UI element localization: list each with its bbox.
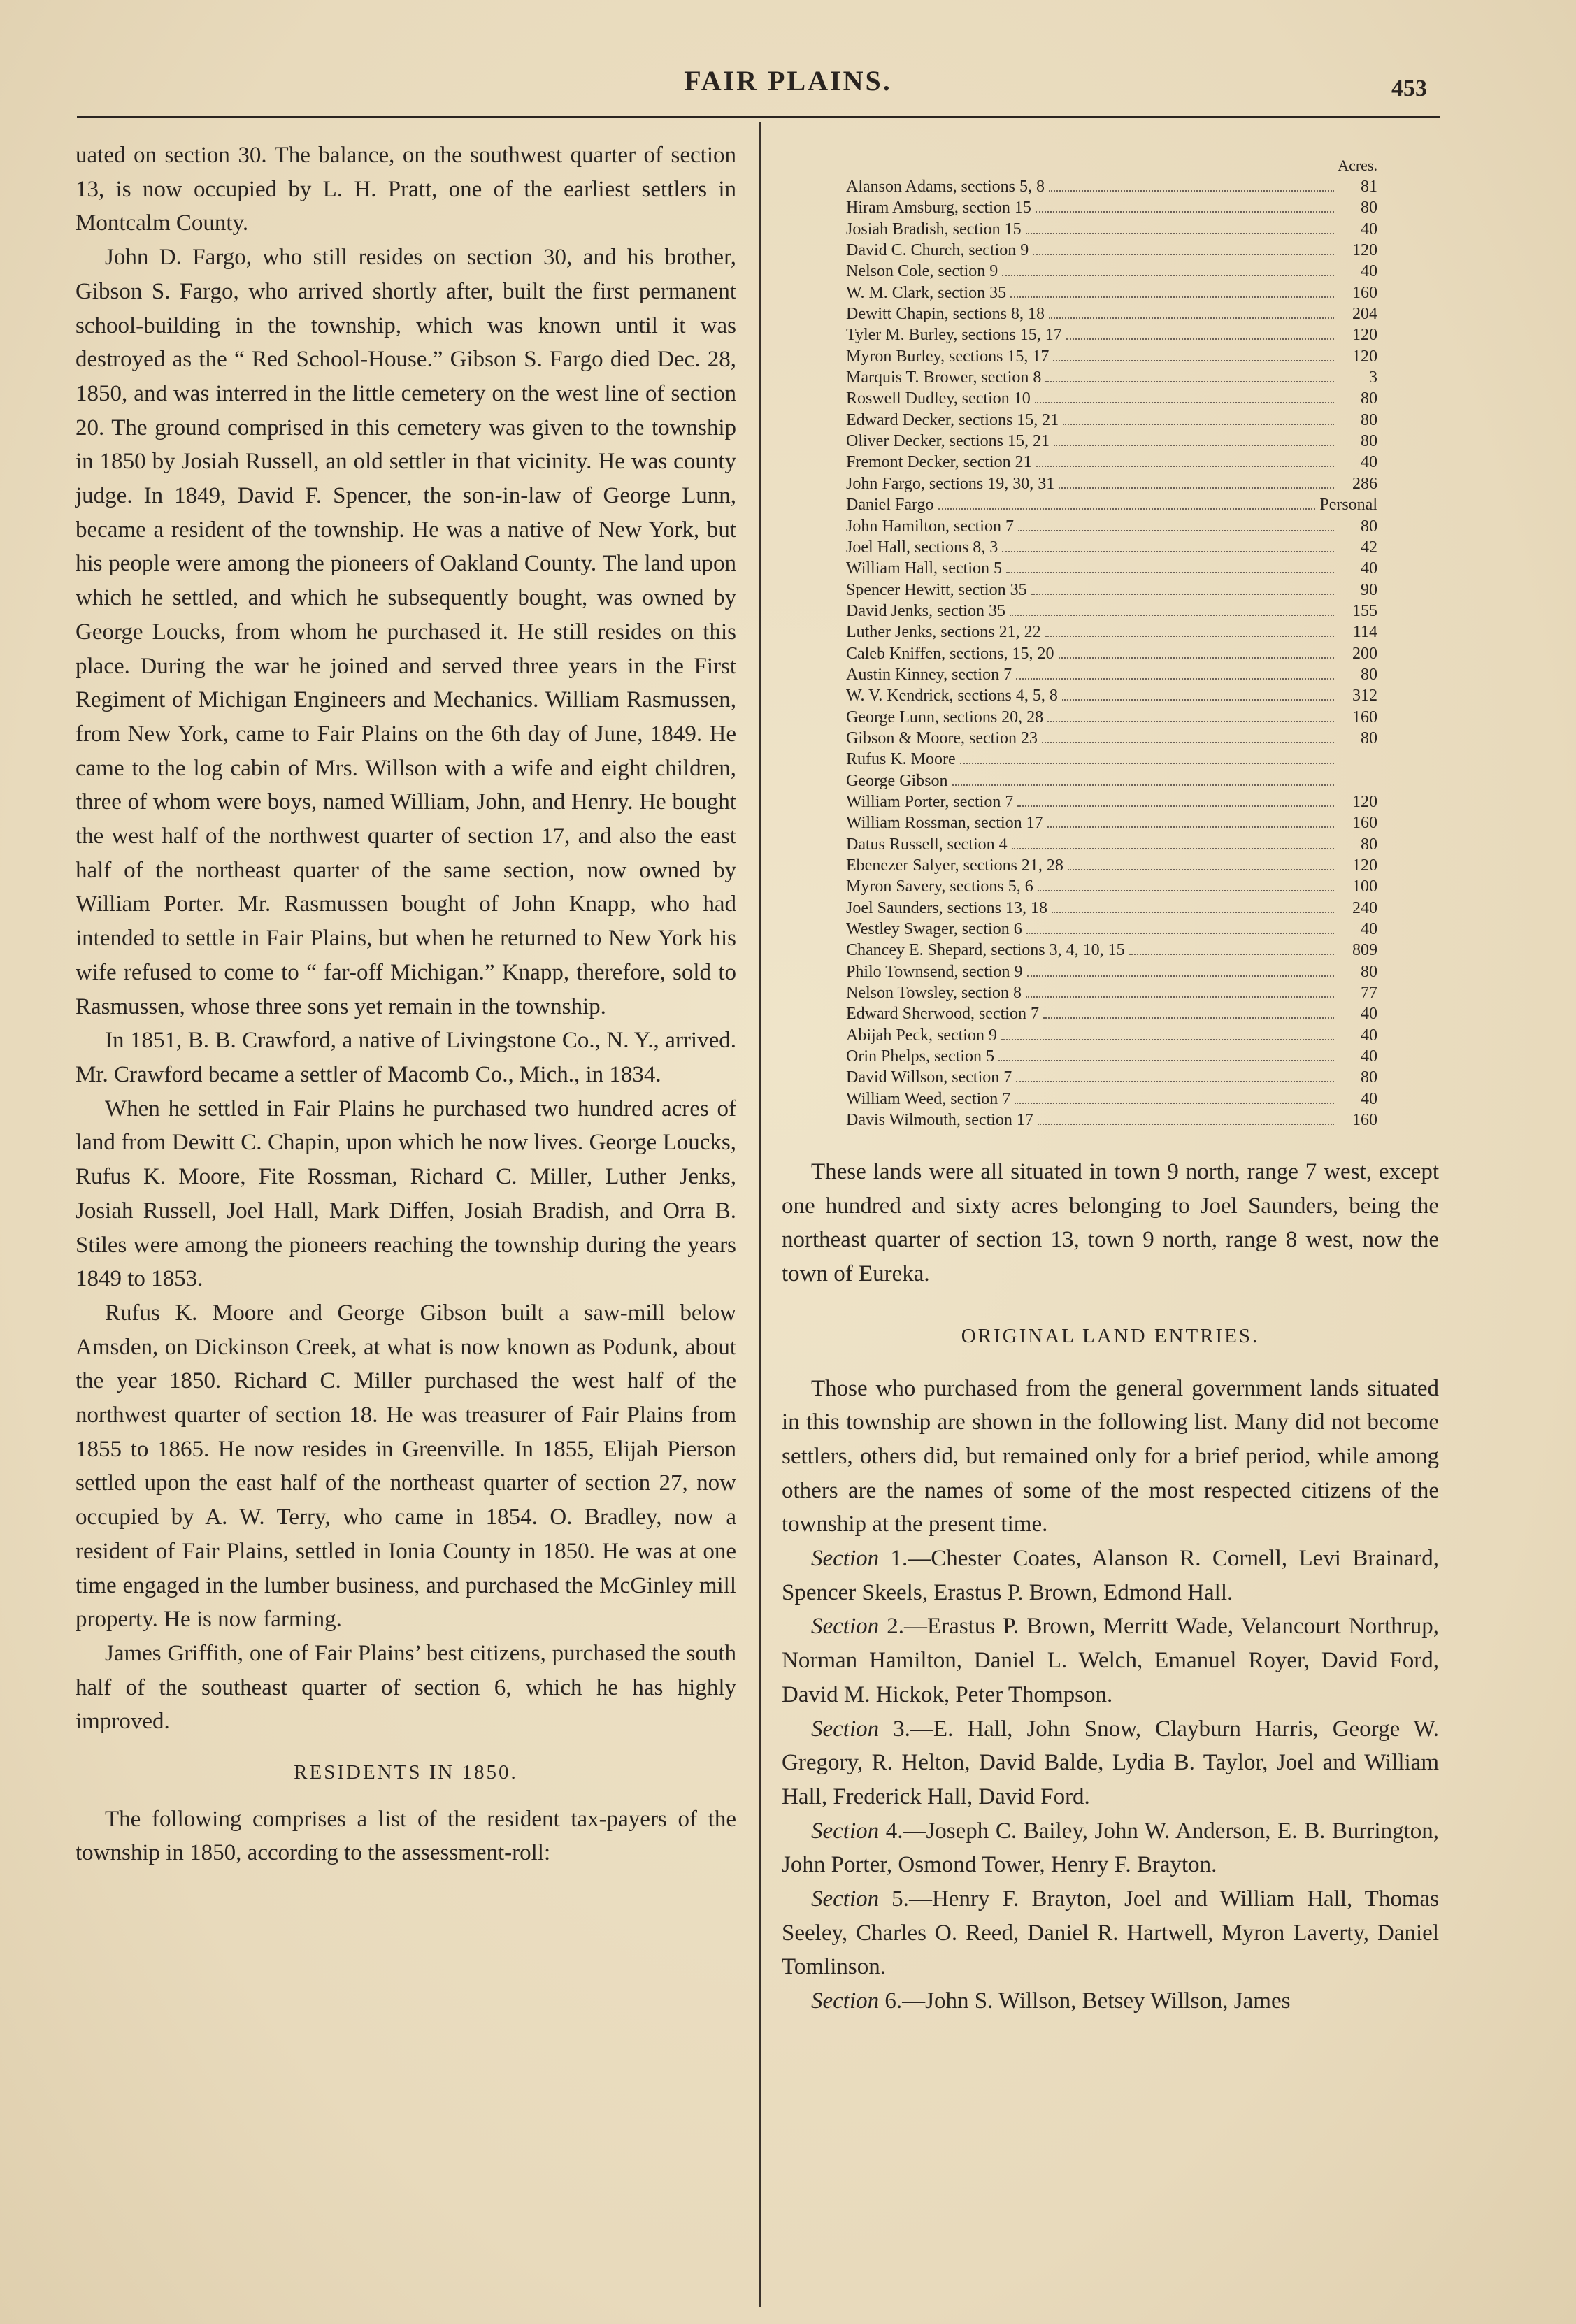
tax-row [846, 367, 1377, 388]
section-entry [782, 1542, 1439, 1609]
tax-row [846, 303, 1377, 324]
leader-dots [1010, 615, 1334, 616]
tax-payer-name: Alanson Adams, sections 5, 8 [846, 178, 1045, 196]
tax-payer-name: David Willson, section 7 [846, 1068, 1012, 1087]
tax-row [846, 601, 1377, 622]
tax-acres: 40 [1361, 1047, 1377, 1066]
leader-dots [1016, 1081, 1334, 1082]
residents-heading: RESIDENTS IN 1850. [294, 1761, 518, 1784]
tax-payer-name: Marquis T. Brower, section 8 [846, 368, 1042, 387]
leader-dots [1054, 445, 1334, 446]
leader-dots [1035, 402, 1334, 403]
leader-dots [1052, 912, 1334, 913]
tax-row [846, 940, 1377, 961]
section-number: 4. [879, 1818, 903, 1844]
tax-payer-name: William Weed, section 7 [846, 1089, 1011, 1108]
tax-acres: 40 [1361, 262, 1377, 281]
leader-dots [952, 784, 1334, 786]
tax-payer-name: Datus Russell, section 4 [846, 835, 1008, 854]
tax-row [846, 834, 1377, 855]
leader-dots [1047, 826, 1334, 828]
tax-acres: 80 [1361, 410, 1377, 429]
tax-row [846, 1046, 1377, 1067]
tax-acres: 160 [1352, 814, 1377, 833]
tax-payer-name: Myron Burley, sections 15, 17 [846, 347, 1050, 366]
tax-acres: 200 [1352, 644, 1377, 663]
tax-acres: 40 [1361, 220, 1377, 238]
leader-dots [1026, 233, 1334, 234]
tax-row [846, 812, 1377, 833]
tax-acres: 809 [1352, 941, 1377, 960]
tax-acres: Personal [1319, 496, 1377, 515]
leader-dots [1049, 190, 1334, 192]
section-names: —Joseph C. Bailey, John W. Anderson, E. B. Burrington, John Porter, Osmond Tower, Henry F. Brayton. [782, 1818, 1439, 1878]
leader-dots [1036, 466, 1334, 467]
section-label: Section [811, 1988, 880, 2014]
section-label: Section [811, 1614, 880, 1640]
leader-dots [1002, 275, 1334, 276]
tax-payer-name: Myron Savery, sections 5, 6 [846, 877, 1033, 896]
tax-acres: 80 [1361, 517, 1377, 536]
paragraph: James Griffith, one of Fair Plains’ best citizens, purchased the south half of the southeast quarter of section 6, which he has highly improved. [76, 1640, 736, 1735]
paragraph: uated on section 30. The balance, on the southwest quarter of section 13, is now occupied by L. H. Pratt, one of the earliest settlers in Montcalm County. [76, 143, 736, 236]
page-number: 453 [1391, 76, 1427, 101]
tax-payer-name: Gibson & Moore, section 23 [846, 729, 1038, 747]
leader-dots [1018, 530, 1334, 531]
lands-note: These lands were all situated in town 9 north, range 7 west, except one hundred and sixty acres belonging to Joel Saunders, being the northeast quarter of section 13, town 9 north, range 8 west, now the town of Eureka. [782, 1159, 1439, 1287]
tax-acres: 312 [1352, 687, 1377, 705]
leader-dots [1031, 594, 1334, 595]
tax-row [846, 240, 1377, 261]
tax-acres: 90 [1361, 580, 1377, 599]
tax-row [846, 324, 1377, 345]
tax-payer-name: Tyler M. Burley, sections 15, 17 [846, 326, 1062, 345]
tax-acres: 40 [1361, 1089, 1377, 1108]
tax-acres: 204 [1352, 305, 1377, 324]
tax-acres: 120 [1352, 856, 1377, 875]
leader-dots [1043, 1017, 1334, 1019]
tax-acres: 80 [1361, 835, 1377, 854]
section-entries [782, 1542, 1439, 2018]
section-number: 2. [879, 1614, 905, 1640]
tax-row [846, 1025, 1377, 1046]
tax-acres: 160 [1352, 283, 1377, 302]
column-divider [759, 122, 761, 2307]
tax-payer-name: Roswell Dudley, section 10 [846, 389, 1031, 408]
tax-acres: 40 [1361, 453, 1377, 472]
header-rule [77, 116, 1440, 118]
leader-dots [1036, 211, 1334, 213]
tax-row [846, 1003, 1377, 1024]
tax-row [846, 749, 1377, 770]
leader-dots [1017, 805, 1334, 807]
tax-row [846, 876, 1377, 897]
tax-row [846, 1067, 1377, 1088]
tax-acres: 81 [1361, 178, 1377, 196]
tax-row [846, 898, 1377, 919]
tax-payer-name: Westley Swager, section 6 [846, 920, 1022, 939]
tax-payer-name: Chancey E. Shepard, sections 3, 4, 10, 15 [846, 941, 1125, 960]
leader-dots [1129, 954, 1334, 955]
tax-row [846, 728, 1377, 749]
leader-dots [1045, 381, 1334, 382]
entries-intro: Those who purchased from the general government lands situated in this township are shown in the following list. Many did not become settlers, others did, but remained only for a brief period, while among others are the names of some of the most respected citizens of the township at the present time. [782, 1375, 1439, 1537]
leader-dots [1010, 296, 1334, 298]
tax-payer-name: Joel Hall, sections 8, 3 [846, 538, 998, 557]
tax-payer-name: George Lunn, sections 20, 28 [846, 708, 1044, 726]
tax-payer-name: Philo Townsend, section 9 [846, 962, 1023, 981]
section-number: 6. [879, 1988, 903, 2014]
tax-payer-list [846, 155, 1377, 1131]
tax-acres: 42 [1361, 538, 1377, 557]
tax-payer-name: Daniel Fargo [846, 496, 934, 515]
tax-payer-name: Rufus K. Moore [846, 750, 956, 769]
leader-dots [1047, 721, 1334, 722]
tax-payer-name: John Hamilton, section 7 [846, 517, 1014, 536]
tax-acres: 160 [1352, 1111, 1377, 1130]
leader-dots [1059, 487, 1334, 489]
tax-row [846, 1089, 1377, 1110]
section-entry [782, 1984, 1439, 2018]
tax-payer-name: Edward Sherwood, section 7 [846, 1005, 1039, 1024]
paragraph: In 1851, B. B. Crawford, a native of Livingstone Co., N. Y., arrived. Mr. Crawford became a settler of Macomb Co., Mich., in 1834. [76, 1028, 736, 1087]
tax-payer-name: William Hall, section 5 [846, 559, 1002, 578]
tax-payer-name: Nelson Towsley, section 8 [846, 984, 1022, 1003]
leader-dots [1038, 1124, 1334, 1125]
leader-dots [1053, 360, 1334, 361]
tax-payer-name: Joel Saunders, sections 13, 18 [846, 898, 1047, 917]
leader-dots [1027, 975, 1334, 977]
tax-payer-name: Hiram Amsburg, section 15 [846, 199, 1031, 217]
paragraph: When he settled in Fair Plains he purchased two hundred acres of land from Dewitt C. Chapin, upon which he now lives. George Loucks, Rufus K. Moore, Fite Rossman, Richard C. Miller, Luther Jenks, Josiah Russell, Joel Hall, Mark Diffen, Josiah Bradish, and Orra B. Stiles were among the pioneers reaching the township during the years 1849 to 1853. [76, 1096, 736, 1292]
tax-row [846, 961, 1377, 982]
tax-acres: 155 [1352, 601, 1377, 620]
section-label: Section [811, 1546, 880, 1572]
tax-acres: 40 [1361, 920, 1377, 939]
tax-acres: 240 [1352, 898, 1377, 917]
leader-dots [1012, 848, 1334, 849]
leader-dots [998, 1060, 1334, 1061]
tax-payer-name: W. V. Kendrick, sections 4, 5, 8 [846, 687, 1058, 705]
section-number: 3. [879, 1716, 910, 1742]
tax-row [846, 919, 1377, 940]
leader-dots [1042, 742, 1334, 743]
tax-acres: 160 [1352, 708, 1377, 726]
section-entry [782, 1609, 1439, 1712]
tax-row [846, 431, 1377, 452]
tax-row [846, 664, 1377, 685]
acres-column-header: Acres. [1338, 157, 1377, 174]
tax-row [846, 770, 1377, 791]
tax-acres: 120 [1352, 241, 1377, 260]
tax-payer-name: John Fargo, sections 19, 30, 31 [846, 474, 1055, 493]
tax-payer-name: Oliver Decker, sections 15, 21 [846, 432, 1050, 451]
tax-acres: 40 [1361, 1026, 1377, 1045]
section-label: Section [811, 1818, 880, 1844]
tax-acres: 120 [1352, 792, 1377, 811]
tax-payer-name: Nelson Cole, section 9 [846, 262, 998, 281]
tax-payer-name: Caleb Kniffen, sections, 15, 20 [846, 644, 1054, 663]
tax-row [846, 282, 1377, 303]
section-entry [782, 1712, 1439, 1814]
leader-dots [1026, 933, 1334, 934]
leader-dots [1059, 657, 1334, 659]
section-names: —John S. Willson, Betsey Willson, James [902, 1988, 1291, 2014]
tax-payer-name: Orin Phelps, section 5 [846, 1047, 994, 1066]
tax-acres: 114 [1352, 623, 1377, 642]
tax-row [846, 855, 1377, 876]
leader-dots [1026, 996, 1334, 998]
tax-row [846, 473, 1377, 494]
section-names: —Erastus P. Brown, Merritt Wade, Velancourt Northrup, Norman Hamilton, Daniel L. Welch, Emanuel Royer, David Ford, David M. Hickok, Peter Thompson. [782, 1614, 1439, 1707]
leader-dots [1016, 678, 1334, 680]
tax-acres: 40 [1361, 1005, 1377, 1024]
leader-dots [1045, 636, 1334, 637]
paragraph: Rufus K. Moore and George Gibson built a saw-mill below Amsden, on Dickinson Creek, at what is now known as Podunk, about the year 1850. Richard C. Miller purchased the west half of the northwest quarter of section 18. He was treasurer of Fair Plains from 1855 to 1865. He now resides in Greenville. In 1855, Elijah Pierson settled upon the east half of the northeast quarter of section 27, now occupied by A. W. Terry, who came in 1854. O. Bradley, now a resident of Fair Plains, settled in Ionia County in 1850. He was at one time engaged in the lumber business, and purchased the McGinley mill property. He is now farming. [76, 1300, 736, 1633]
section-label: Section [811, 1886, 880, 1912]
left-column [76, 138, 736, 1870]
section-names: —Henry F. Brayton, Joel and William Hall, Thomas Seeley, Charles O. Reed, Daniel R. Hartwell, Myron Laverty, Daniel Tomlinson. [782, 1886, 1439, 1980]
tax-acres: 120 [1352, 326, 1377, 345]
tax-acres: 80 [1361, 962, 1377, 981]
section-names: —E. Hall, John Snow, Clayburn Harris, George W. Gregory, R. Helton, David Balde, Lydia B. Taylor, Joel and William Hall, Frederick Hall, David Ford. [782, 1716, 1440, 1809]
tax-acres: 80 [1361, 1068, 1377, 1087]
tax-row [846, 494, 1377, 515]
tax-row [846, 219, 1377, 240]
tax-payer-name: William Rossman, section 17 [846, 814, 1043, 833]
tax-payer-name: Ebenezer Salyer, sections 21, 28 [846, 856, 1063, 875]
tax-row [846, 707, 1377, 728]
tax-acres: 80 [1361, 199, 1377, 217]
leader-dots [1015, 1103, 1334, 1104]
tax-payer-name: Spencer Hewitt, section 35 [846, 580, 1027, 599]
tax-row [846, 388, 1377, 409]
section-entry [782, 1814, 1439, 1882]
tax-row [846, 1110, 1377, 1131]
leader-dots [1001, 1039, 1334, 1040]
section-number: 1. [879, 1546, 908, 1572]
tax-row [846, 197, 1377, 218]
tax-payer-name: Davis Wilmouth, section 17 [846, 1111, 1033, 1130]
tax-acres: 80 [1361, 432, 1377, 451]
leader-dots [1063, 424, 1334, 425]
tax-payer-name: Austin Kinney, section 7 [846, 665, 1012, 684]
section-number: 5. [879, 1886, 909, 1912]
section-label: Section [811, 1716, 880, 1742]
tax-acres: 120 [1352, 347, 1377, 366]
leader-dots [1002, 551, 1334, 552]
tax-acres: 80 [1361, 729, 1377, 747]
tax-acres: 3 [1369, 368, 1377, 387]
leader-dots [1006, 572, 1334, 573]
tax-payer-name: Josiah Bradish, section 15 [846, 220, 1022, 238]
leader-dots [938, 508, 1316, 510]
tax-row [846, 261, 1377, 282]
leader-dots [1038, 890, 1334, 891]
tax-payer-name: W. M. Clark, section 35 [846, 283, 1007, 302]
leader-dots [1033, 254, 1334, 255]
tax-payer-name: Edward Decker, sections 15, 21 [846, 410, 1059, 429]
leader-dots [1068, 869, 1334, 870]
tax-payer-name: Dewitt Chapin, sections 8, 18 [846, 305, 1045, 324]
tax-payer-name: Luther Jenks, sections 21, 22 [846, 623, 1041, 642]
tax-acres: 40 [1361, 559, 1377, 578]
tax-row [846, 452, 1377, 473]
tax-payer-name: Abijah Peck, section 9 [846, 1026, 997, 1045]
tax-row [846, 791, 1377, 812]
tax-acres: 77 [1361, 984, 1377, 1003]
tax-payer-name: William Porter, section 7 [846, 792, 1014, 811]
tax-row [846, 346, 1377, 367]
tax-payer-name: Fremont Decker, section 21 [846, 453, 1032, 472]
leader-dots [960, 763, 1334, 764]
tax-row [846, 516, 1377, 537]
tax-row [846, 580, 1377, 601]
leader-dots [1066, 338, 1334, 340]
leader-dots [1049, 317, 1334, 319]
paragraph: John D. Fargo, who still resides on section 30, and his brother, Gibson S. Fargo, who arrived shortly after, built the first permanent school-building in the township, which was known until it was destroyed as the “ Red School-House.” Gibson S. Fargo died Dec. 28, 1850, and was interred in the little cemetery on the west line of section 20. The ground comprised in this cemetery was given to the township in 1850 by Josiah Russell, an old settler in that vicinity. He was county judge. In 1849, David F. Spencer, the son-in-law of George Lunn, became a resident of the township. He was a native of New York, but his people were among the pioneers of Oakland County. The land upon which he settled, and which he subsequently bought, was owned by George Loucks, from whom he purchased it. He still resides on this place. During the war he joined and served three years in the First Regiment of Michigan Engineers and Mechanics. William Rasmussen, from New York, came to Fair Plains on the 6th day of June, 1849. He came to the log cabin of Mrs. Willson with a wife and eight children, three of whom were boys, named William, John, and Henry. He bought the west half of the northwest quarter of section 17, and also the east half of the northeast quarter of the same section, now owned by William Porter. Mr. Rasmussen bought of John Knapp, who had intended to settle in Fair Plains, but when he returned to New York his wife refused to come to “ far-off Michigan.” Knapp, therefore, sold to Rasmussen, whose three sons yet remain in the township. [76, 245, 736, 1019]
tax-row [846, 558, 1377, 579]
entries-heading: ORIGINAL LAND ENTRIES. [961, 1324, 1260, 1347]
tax-rows [846, 176, 1377, 1131]
tax-acres: 286 [1352, 474, 1377, 493]
tax-acres: 100 [1352, 877, 1377, 896]
tax-row [846, 176, 1377, 197]
section-entry [782, 1882, 1439, 1984]
residents-intro: The following comprises a list of the resident tax-payers of the township in 1850, according to the assessment-roll: [76, 1806, 736, 1866]
section-names: —Chester Coates, Alanson R. Cornell, Levi Brainard, Spencer Skeels, Erastus P. Brown, Edmond Hall. [782, 1546, 1439, 1605]
tax-payer-name: David Jenks, section 35 [846, 601, 1005, 620]
tax-row [846, 410, 1377, 431]
tax-acres: 80 [1361, 665, 1377, 684]
tax-row [846, 622, 1377, 643]
tax-acres: 80 [1361, 389, 1377, 408]
tax-payer-name: George Gibson [846, 771, 948, 790]
tax-row [846, 537, 1377, 558]
running-head-title: FAIR PLAINS. [684, 65, 892, 96]
right-column [782, 1155, 1439, 2018]
leader-dots [1062, 699, 1334, 701]
tax-payer-name: David C. Church, section 9 [846, 241, 1029, 260]
tax-row [846, 685, 1377, 706]
tax-row [846, 982, 1377, 1003]
tax-row [846, 643, 1377, 664]
